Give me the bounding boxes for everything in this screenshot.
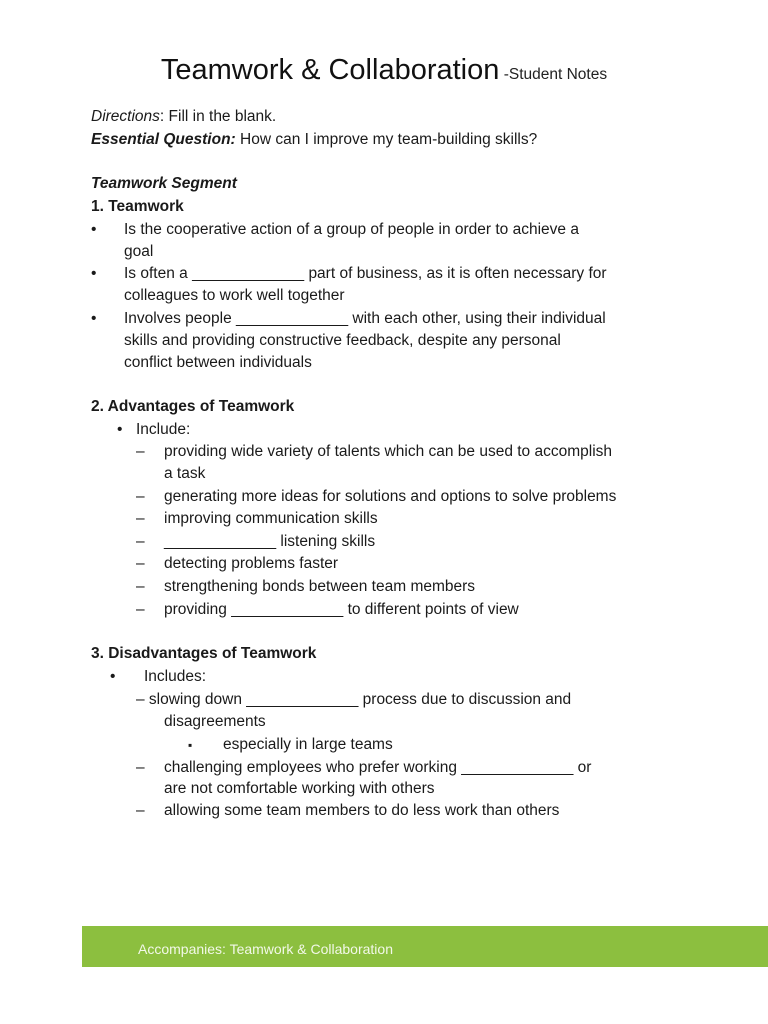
- s2-item5: detecting problems faster: [164, 555, 339, 572]
- footer-text: Accompanies: Teamwork & Collaboration: [138, 941, 393, 957]
- s1-bullet2-line2: colleagues to work well together: [124, 287, 345, 304]
- s3-first-item-line1: – slowing down _____________ process due to discussion and: [136, 691, 572, 708]
- s3-first-item-line2: disagreements: [164, 713, 266, 730]
- s2-item1-line2: a task: [164, 465, 206, 482]
- s3-item2-line1: challenging employees who prefer working _____________ or: [164, 759, 592, 776]
- essential-question-label: Essential Question:: [91, 131, 236, 148]
- s2-item6: strengthening bonds between team members: [164, 578, 476, 595]
- bullet-marker: •: [91, 221, 97, 238]
- dash-marker: –: [136, 601, 145, 618]
- bullet-marker: •: [91, 310, 97, 327]
- s3-intro: Includes:: [144, 668, 207, 685]
- s2-item1-line1: providing wide variety of talents which can be used to accomplish: [164, 443, 613, 460]
- page-title: [0, 54, 768, 87]
- dash-marker: –: [136, 759, 145, 776]
- s1-bullet1-line2: goal: [124, 243, 154, 260]
- s3-sub-bullet: especially in large teams: [223, 736, 393, 753]
- bullet-marker: •: [110, 668, 116, 685]
- s1-bullet1-line1: Is the cooperative action of a group of people in order to achieve a: [124, 221, 579, 238]
- dash-marker: –: [136, 578, 145, 595]
- footer-bar: [82, 926, 768, 967]
- s1-bullet3-line1: Involves people _____________ with each other, using their individual: [124, 310, 606, 327]
- dash-marker: –: [136, 555, 145, 572]
- section3-heading: 3. Disadvantages of Teamwork: [91, 645, 317, 662]
- directions-label: Directions: [91, 108, 160, 125]
- bullet-marker: •: [117, 421, 123, 438]
- essential-question-line: [91, 129, 537, 151]
- section1-heading: 1. Teamwork: [91, 198, 184, 215]
- dash-marker: –: [136, 802, 145, 819]
- s2-intro: Include:: [136, 421, 191, 438]
- s1-bullet3-line2: skills and providing constructive feedback, despite any personal: [124, 332, 561, 349]
- s1-bullet3-line3: conflict between individuals: [124, 354, 312, 371]
- s2-item2: generating more ideas for solutions and options to solve problems: [164, 488, 617, 505]
- bullet-marker: •: [91, 265, 97, 282]
- square-marker: ▪: [188, 738, 193, 752]
- s2-item3: improving communication skills: [164, 510, 378, 527]
- section2-heading: 2. Advantages of Teamwork: [91, 398, 295, 415]
- title-main: Teamwork & Collaboration: [160, 54, 500, 86]
- s1-bullet2-line1: Is often a _____________ part of business, as it is often necessary for: [124, 265, 607, 282]
- dash-marker: –: [136, 510, 145, 527]
- essential-question-text: How can I improve my team-building skills?: [235, 131, 538, 148]
- directions-text: : Fill in the blank.: [159, 108, 277, 125]
- s3-item2-line2: are not comfortable working with others: [164, 780, 435, 797]
- dash-marker: –: [136, 443, 145, 460]
- s2-item7: providing _____________ to different points of view: [164, 601, 519, 618]
- segment-title: Teamwork Segment: [91, 175, 237, 192]
- directions-line: [91, 106, 276, 128]
- s3-item3: allowing some team members to do less work than others: [164, 802, 560, 819]
- dash-marker: –: [136, 488, 145, 505]
- title-subtitle: -Student Notes: [503, 66, 608, 83]
- dash-marker: –: [136, 533, 145, 550]
- s2-item4: _____________ listening skills: [164, 533, 376, 550]
